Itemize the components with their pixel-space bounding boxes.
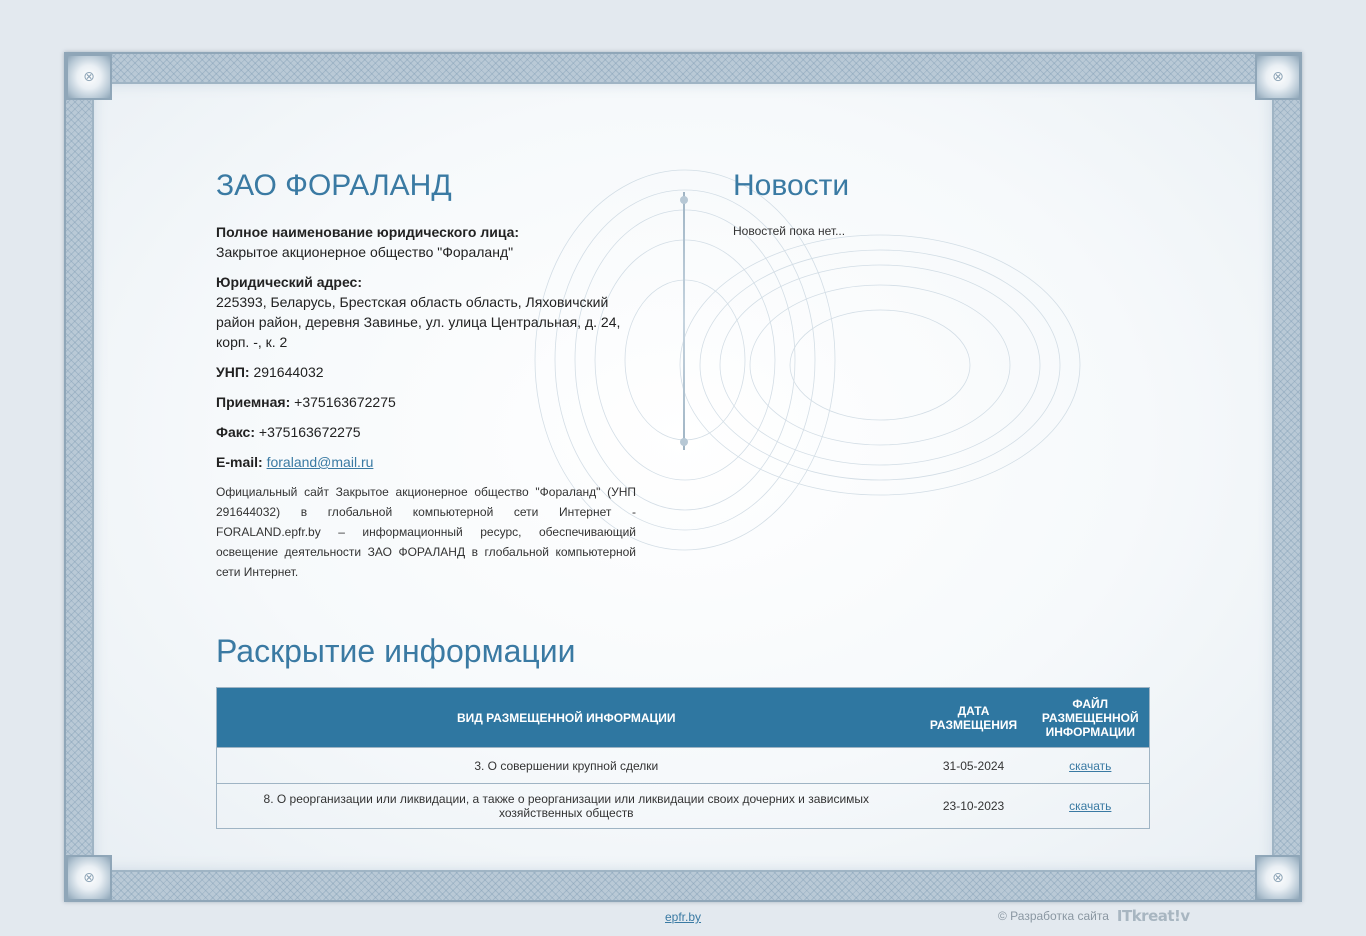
fax-label: Факс: [216,424,256,440]
unp-label: УНП: [216,364,250,380]
unp-field [216,362,636,382]
news-empty-text: Новостей пока нет... [733,224,846,238]
footer-developer [998,907,1190,925]
developer-logo[interactable]: ITkreat!v [1116,907,1190,925]
corner-rosette-icon: ⊗ [1255,855,1301,901]
corner-rosette-icon: ⊗ [66,855,112,901]
row-date: 23-10-2023 [916,784,1032,829]
reception-field [216,392,636,412]
row-file [1032,748,1150,784]
row-type: 8. О реорганизации или ликвидации, а также о реорганизации или ликвидации своих дочерних и зависимых хозяйственных обществ [217,784,916,829]
news-section [733,168,1133,238]
developer-label: © Разработка сайта [998,909,1109,923]
corner-rosette-icon: ⊗ [1255,54,1301,100]
column-divider [683,192,685,450]
company-info [216,168,636,582]
fax-value: +375163672275 [258,424,361,440]
row-date: 31-05-2024 [916,748,1032,784]
address-value: 225393, Беларусь, Брестская область область, Ляховичский район район, деревня Завинье, ул. улица Центральная, д. 24, корп. -, к. 2 [216,294,621,350]
news-title: Новости [733,169,850,202]
fax-field [216,422,636,442]
header-file: ФАЙЛ РАЗМЕЩЕННОЙ ИНФОРМАЦИИ [1032,688,1150,748]
disclosure-table [216,687,1150,829]
table-row [217,784,1150,829]
company-title: ЗАО ФОРАЛАНД [216,169,452,202]
download-link[interactable]: скачать [1069,758,1112,773]
table-header-row [217,688,1150,748]
table-row [217,748,1150,784]
row-file [1032,784,1150,829]
email-label: E-mail: [216,454,263,470]
full-name-field [216,222,636,262]
about-text: Официальный сайт Закрытое акционерное общество "Фораланд" (УНП 291644032) в глобальной компьютерной сети Интернет - FORALAND.epfr.by – информационный ресурс, обеспечивающий освещение деятельности ЗАО ФОРАЛАНД в глобальной компьютерной сети Интернет. [216,485,636,579]
disclosure-section [216,632,1150,829]
email-field [216,452,636,472]
row-type: 3. О совершении крупной сделки [217,748,916,784]
full-name-label: Полное наименование юридического лица: [216,224,520,240]
header-date: ДАТА РАЗМЕЩЕНИЯ [916,688,1032,748]
address-label: Юридический адрес: [216,274,362,290]
download-link[interactable]: скачать [1069,799,1112,813]
corner-rosette-icon: ⊗ [66,54,112,100]
footer-site-link[interactable]: epfr.by [665,910,702,924]
disclosure-title: Раскрытие информации [216,633,576,669]
email-link[interactable]: foraland@mail.ru [266,454,374,470]
address-field [216,272,636,352]
full-name-value: Закрытое акционерное общество "Фораланд" [216,244,514,260]
reception-label: Приемная: [216,394,291,410]
unp-value: 291644032 [253,364,324,380]
reception-value: +375163672275 [294,394,396,410]
header-type: ВИД РАЗМЕЩЕННОЙ ИНФОРМАЦИИ [217,688,916,748]
